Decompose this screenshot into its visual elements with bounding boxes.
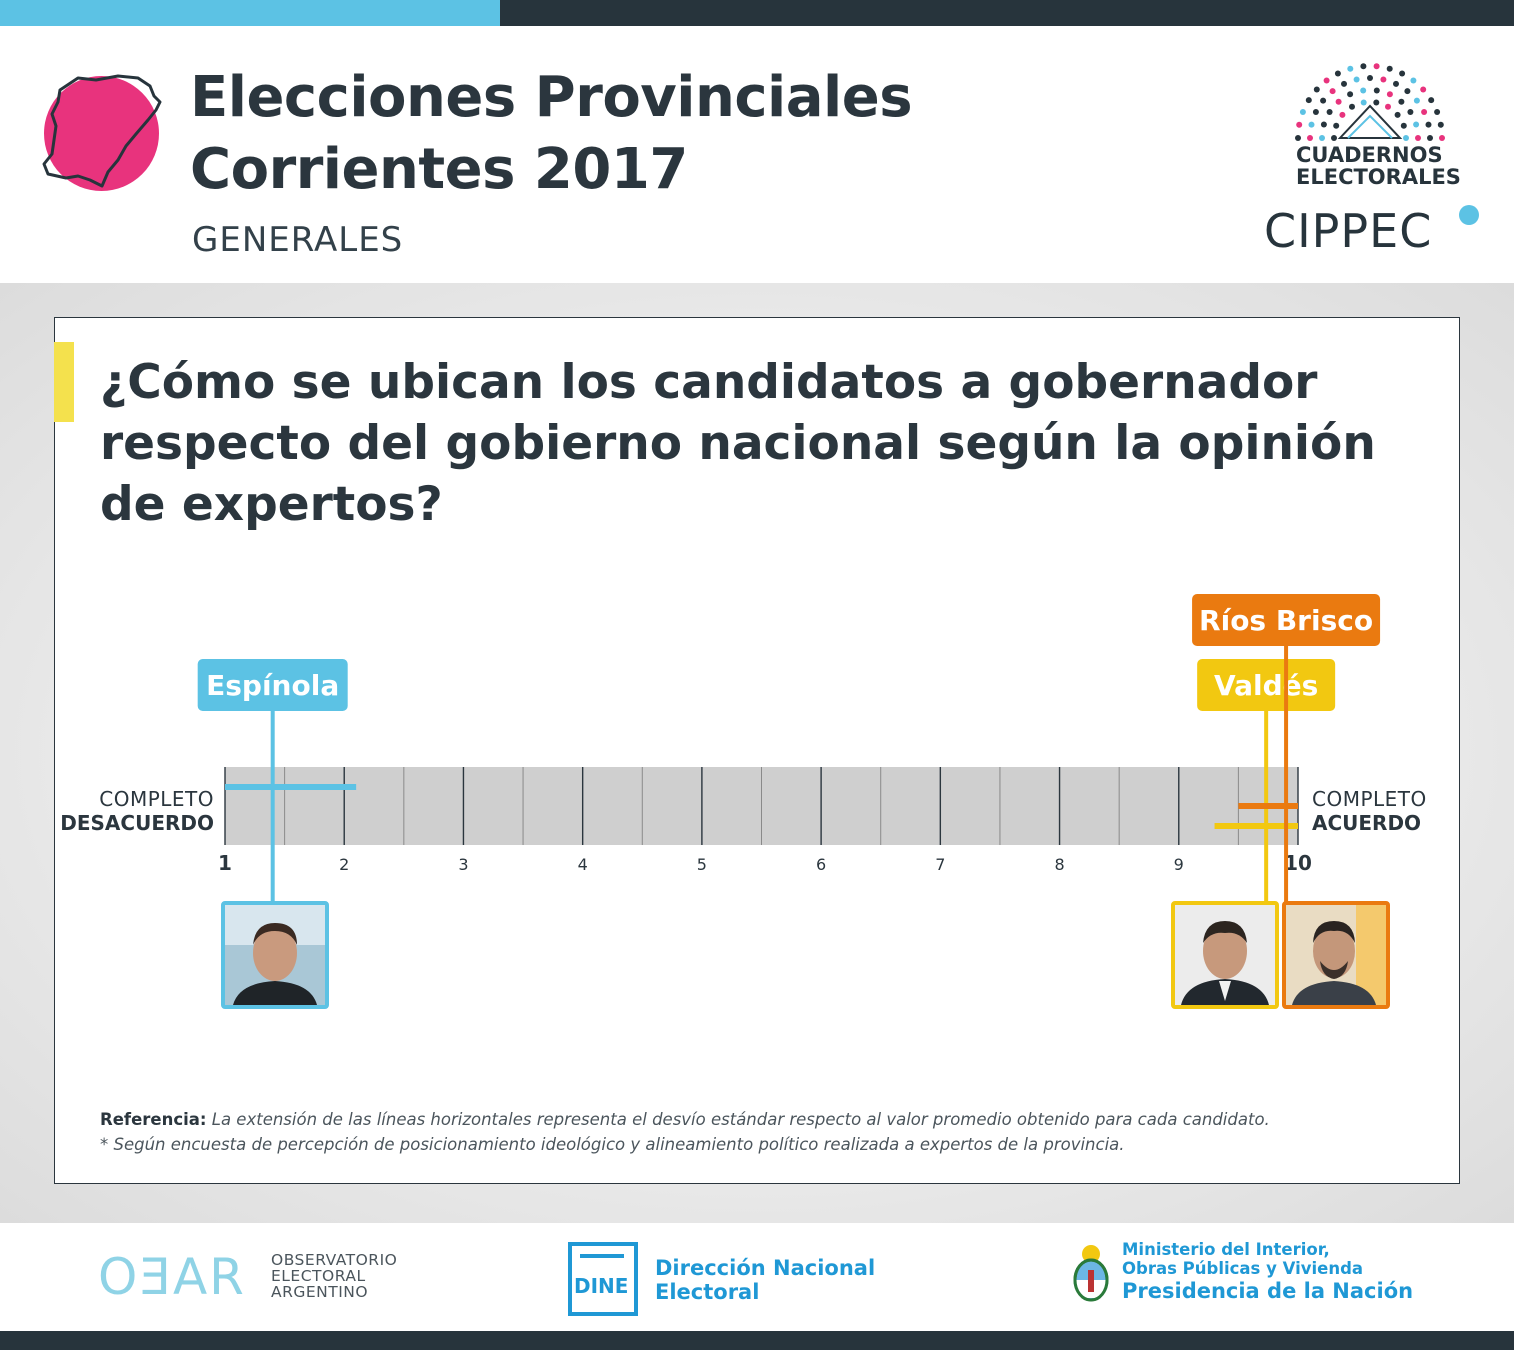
tick-label: 9 [1173, 855, 1184, 874]
cuadernos-line-2: ELECTORALES [1296, 165, 1461, 189]
dne-name [655, 1256, 875, 1304]
reference-label: Referencia: [100, 1110, 207, 1129]
scale-right-line-1: COMPLETO [1312, 787, 1427, 811]
tick-label: 8 [1054, 855, 1065, 874]
chart-question: ¿Cómo se ubican los candidatos a gobernador respecto del gobierno nacional según la opinión de expertos? [100, 355, 1376, 532]
title-line-2: Corrientes 2017 [190, 137, 688, 202]
oear-line-3: ARGENTINO [271, 1283, 369, 1301]
tick-label: 3 [458, 855, 469, 874]
dne-line-2: Electoral [655, 1280, 760, 1304]
reference-text: La extensión de las líneas horizontales representa el desvío estándar respecto al valor promedio obtenido para cada candidato. [206, 1110, 1270, 1129]
oear-logo: OƎAR [98, 1248, 246, 1306]
page-subtitle: GENERALES [192, 220, 404, 260]
tick-label: 5 [696, 855, 707, 874]
candidate-label: Espínola [206, 669, 340, 702]
oear-line-1: OBSERVATORIO [271, 1251, 398, 1269]
scale-left-line-2: DESACUERDO [60, 811, 214, 835]
title-line-1: Elecciones Provinciales [190, 65, 913, 130]
dine-logo-text: DINE [574, 1274, 629, 1298]
scale-left-line-1: COMPLETO [99, 787, 214, 811]
survey-line [100, 1132, 1270, 1157]
scale-right-line-2: ACUERDO [1312, 811, 1422, 835]
oear-line-2: ELECTORAL [271, 1267, 366, 1285]
candidate-photo-rios-brisco [1282, 901, 1390, 1009]
national-coat-of-arms-icon [1068, 1240, 1114, 1306]
dne-line-1: Dirección Nacional [655, 1256, 876, 1280]
tick-label: 4 [577, 855, 588, 874]
bottom-bar [0, 1331, 1514, 1350]
oear-name [271, 1252, 397, 1300]
tick-label: 1 [218, 851, 232, 875]
dine-logo-bar [580, 1254, 624, 1258]
ministerio-name [1122, 1240, 1413, 1304]
reference-line [100, 1107, 1270, 1132]
chart-note [100, 1107, 1270, 1157]
cuadernos-line-1: CUADERNOS [1296, 143, 1443, 167]
candidate-label: Ríos Brisco [1199, 604, 1374, 637]
candidate-photo-valdes [1171, 901, 1279, 1009]
tick-label: 7 [935, 855, 946, 874]
survey-text: * Según encuesta de percepción de posicionamiento ideológico y alineamiento político realizada a expertos de la provincia. [100, 1135, 1125, 1154]
candidate-label: Valdés [1213, 669, 1319, 702]
tick-label: 2 [339, 855, 350, 874]
ministerio-line-1: Ministerio del Interior, [1122, 1240, 1330, 1259]
cippec-logo-text: CIPPEC [1264, 204, 1433, 258]
ministerio-line-3: Presidencia de la Nación [1122, 1279, 1414, 1303]
ministerio-line-2: Obras Públicas y Vivienda [1122, 1259, 1364, 1278]
tick-label: 10 [1284, 851, 1312, 875]
tick-label: 6 [816, 855, 827, 874]
candidate-photo-espinola [221, 901, 329, 1009]
